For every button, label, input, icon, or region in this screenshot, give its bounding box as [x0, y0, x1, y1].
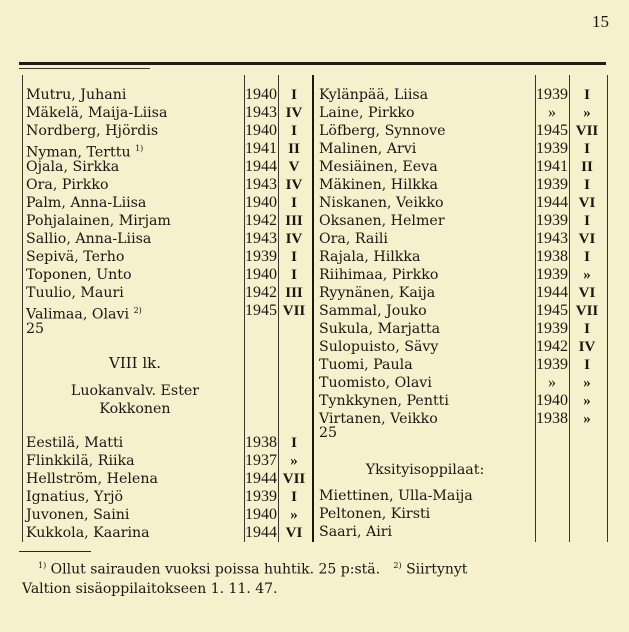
- student-name-text: Hellström, Helena: [26, 471, 158, 487]
- birth-year: 1941: [245, 140, 277, 157]
- student-name-text: Löfberg, Synnove: [319, 123, 446, 139]
- birth-year: 1944: [536, 284, 568, 301]
- birth-year: 1939: [536, 176, 568, 193]
- birth-year: 1945: [245, 302, 277, 319]
- private-students-title: Yksityisoppilaat:: [365, 462, 485, 478]
- student-name: [319, 194, 444, 212]
- class-level: I: [291, 195, 297, 211]
- top-rule: [19, 62, 606, 65]
- student-name-text: Ryynänen, Kaija: [319, 285, 436, 301]
- birth-year: »: [548, 104, 556, 121]
- student-name-text: Kylänpää, Liisa: [319, 87, 429, 103]
- student-name-text: Eestilä, Matti: [26, 435, 124, 451]
- class-level: I: [584, 249, 590, 265]
- student-name: [319, 356, 413, 374]
- birth-year: 1944: [245, 470, 277, 487]
- class-level: I: [584, 87, 590, 103]
- student-name-text: Niskanen, Veikko: [319, 195, 444, 211]
- student-name: [26, 470, 158, 488]
- student-name: [319, 212, 445, 230]
- birth-year: 1940: [245, 86, 277, 103]
- student-name: [319, 320, 440, 338]
- footnote-rule: [19, 551, 91, 552]
- class-level: V: [288, 159, 300, 175]
- student-name: [319, 302, 427, 320]
- table-row: [0, 470, 629, 488]
- student-name-text: Ora, Raili: [319, 231, 388, 247]
- table-row: [0, 452, 629, 470]
- class-level: I: [584, 357, 590, 373]
- class-level: I: [291, 267, 297, 283]
- table-row: [0, 302, 629, 320]
- student-name: [319, 140, 416, 158]
- birth-year: 1940: [245, 506, 277, 523]
- student-name: Peltonen, Kirsti: [319, 506, 431, 522]
- student-name-text: Valimaa, Olavi: [26, 306, 130, 323]
- student-name-text: Tuomisto, Olavi: [319, 375, 432, 391]
- total-count: 25: [319, 425, 338, 441]
- class-level: I: [584, 141, 590, 157]
- footnote-1-mark: 1): [38, 561, 47, 570]
- student-name-text: Sammal, Jouko: [319, 303, 427, 319]
- class-level: IV: [285, 231, 303, 247]
- birth-year: 1944: [536, 194, 568, 211]
- private-student: [319, 505, 430, 523]
- student-name-text: Laine, Pirkko: [319, 105, 415, 121]
- class-level: II: [288, 141, 300, 157]
- class-level: VI: [578, 195, 596, 211]
- birth-year: 1943: [245, 104, 277, 121]
- birth-year: 1942: [245, 284, 277, 301]
- class-level: VII: [282, 471, 306, 487]
- birth-year: 1943: [536, 230, 568, 247]
- student-name: [319, 248, 420, 266]
- page-number: 15: [592, 12, 609, 31]
- birth-year: 1940: [536, 392, 568, 409]
- student-name-text: Nordberg, Hjördis: [26, 123, 159, 139]
- student-name: [319, 122, 446, 140]
- class-level: VII: [282, 303, 306, 319]
- class-level: VI: [578, 231, 596, 247]
- student-name-text: Toponen, Unto: [26, 267, 132, 283]
- student-name: [26, 506, 129, 524]
- birth-year: 1939: [536, 356, 568, 373]
- birth-year: 1939: [536, 320, 568, 337]
- class-level: »: [583, 375, 591, 391]
- class-level: VI: [578, 285, 596, 301]
- student-name-text: Virtanen, Veikko: [319, 411, 438, 427]
- student-name: [319, 338, 438, 356]
- student-name: [319, 176, 438, 194]
- student-name-text: Mesiäinen, Eeva: [319, 159, 438, 175]
- student-name: [319, 158, 438, 176]
- class-level: VII: [575, 123, 599, 139]
- student-name-text: Sulopuisto, Sävy: [319, 339, 439, 355]
- student-name: [319, 104, 415, 122]
- class-level: I: [291, 489, 297, 505]
- student-name-text: Sepivä, Terho: [26, 249, 125, 265]
- top-rule-thin: [19, 68, 150, 69]
- birth-year: 1938: [245, 434, 277, 451]
- student-name: [319, 284, 435, 302]
- left-total: [26, 320, 44, 338]
- birth-year: 1939: [536, 140, 568, 157]
- student-name: [26, 434, 123, 452]
- table-row: [0, 506, 629, 524]
- footnote-2-mark: 2): [393, 561, 402, 570]
- birth-year: 1940: [245, 266, 277, 283]
- class-level: »: [583, 267, 591, 283]
- table-row: [0, 488, 629, 506]
- class-level: III: [285, 213, 303, 229]
- table-row: [0, 176, 629, 194]
- student-name-text: Tynkkynen, Pentti: [319, 393, 449, 409]
- section-title: VIII lk.: [108, 354, 162, 372]
- total-count: 25: [26, 321, 45, 337]
- footnote-ref: 2): [133, 306, 142, 315]
- table-row: [0, 320, 629, 338]
- class-level: II: [581, 159, 593, 175]
- student-name: Saari, Airi: [319, 524, 393, 540]
- birth-year: 1944: [245, 158, 277, 175]
- student-name-text: Mäkelä, Maija-Liisa: [26, 105, 168, 121]
- class-level: »: [290, 507, 298, 523]
- footnote-1-text: Ollut sairauden vuoksi poissa huhtik. 25 p:stä.: [50, 561, 381, 578]
- table-row: [0, 284, 629, 302]
- private-student: [319, 523, 392, 541]
- student-name: [26, 524, 150, 542]
- birth-year: 1945: [536, 122, 568, 139]
- student-name-text: Mutru, Juhani: [26, 87, 127, 103]
- birth-year: 1939: [245, 488, 277, 505]
- student-name-text: Riihimaa, Pirkko: [319, 267, 439, 283]
- footnote-ref: 1): [135, 144, 144, 153]
- class-level: I: [584, 177, 590, 193]
- student-name-text: Juvonen, Saini: [26, 507, 130, 523]
- footnote-2-text-b: Valtion sisäoppilaitokseen 1. 11. 47.: [22, 580, 278, 597]
- class-level: I: [291, 123, 297, 139]
- birth-year: 1938: [536, 248, 568, 265]
- birth-year: 1938: [536, 410, 568, 427]
- birth-year: 1945: [536, 302, 568, 319]
- class-level: VII: [575, 303, 599, 319]
- table-row: [0, 524, 629, 542]
- student-name-text: Palm, Anna-Liisa: [26, 195, 147, 211]
- class-level: III: [285, 285, 303, 301]
- table-row: [0, 158, 629, 176]
- birth-year: 1943: [245, 176, 277, 193]
- student-name-text: Ignatius, Yrjö: [26, 489, 124, 505]
- birth-year: 1939: [536, 86, 568, 103]
- student-name-text: Oksanen, Helmer: [319, 213, 445, 229]
- student-name: [319, 266, 438, 284]
- student-name-text: Kukkola, Kaarina: [26, 525, 150, 541]
- footnotes: [22, 556, 612, 599]
- student-name: [26, 452, 135, 470]
- birth-year: 1940: [245, 122, 277, 139]
- student-name-text: Nyman, Terttu: [26, 144, 131, 161]
- birth-year: 1937: [245, 452, 277, 469]
- table-row: [0, 122, 629, 140]
- class-level: IV: [285, 177, 303, 193]
- private-student: [319, 487, 473, 505]
- student-name: [319, 374, 432, 392]
- student-name-text: Sukula, Marjatta: [319, 321, 441, 337]
- birth-year: 1939: [536, 266, 568, 283]
- student-name-text: Tuulio, Mauri: [26, 285, 124, 301]
- teacher-line-2: Kokkonen: [99, 401, 171, 417]
- table-row: [0, 140, 629, 158]
- class-level: I: [584, 213, 590, 229]
- class-level: »: [290, 453, 298, 469]
- student-name-text: Tuomi, Paula: [319, 357, 413, 373]
- footnote-2-text-a: Siirtynyt: [406, 561, 468, 578]
- birth-year: 1941: [536, 158, 568, 175]
- class-level: IV: [285, 105, 303, 121]
- student-name: [319, 86, 428, 104]
- birth-year: 1942: [536, 338, 568, 355]
- student-name: Miettinen, Ulla-Maija: [319, 488, 473, 504]
- table-row: [0, 86, 629, 104]
- class-level: »: [583, 411, 591, 427]
- birth-year: 1942: [245, 212, 277, 229]
- student-name: [26, 488, 123, 506]
- birth-year: 1939: [245, 248, 277, 265]
- class-level: I: [291, 249, 297, 265]
- birth-year: 1939: [536, 212, 568, 229]
- table-row: [0, 434, 629, 452]
- class-level: VI: [285, 525, 303, 541]
- student-name-text: Rajala, Hilkka: [319, 249, 421, 265]
- class-level: I: [291, 87, 297, 103]
- student-name-text: Sallio, Anna-Liisa: [26, 231, 152, 247]
- table-row: [0, 266, 629, 284]
- student-name-text: Ora, Pirkko: [26, 177, 109, 193]
- table-row: [0, 248, 629, 266]
- right-total: [319, 424, 337, 442]
- table-row: [0, 194, 629, 212]
- birth-year: 1943: [245, 230, 277, 247]
- birth-year: 1940: [245, 194, 277, 211]
- class-level: »: [583, 393, 591, 409]
- student-name: [319, 392, 449, 410]
- table-row: [0, 212, 629, 230]
- table-row: [0, 230, 629, 248]
- table-row: [0, 104, 629, 122]
- class-level: IV: [578, 339, 596, 355]
- student-name-text: Ojala, Sirkka: [26, 159, 120, 175]
- class-level: I: [584, 321, 590, 337]
- class-level: I: [291, 435, 297, 451]
- teacher-line-1: Luokanvalv. Ester: [70, 383, 200, 399]
- birth-year: 1944: [245, 524, 277, 541]
- birth-year: »: [548, 374, 556, 391]
- student-name-text: Flinkkilä, Riika: [26, 453, 135, 469]
- student-name-text: Pohjalainen, Mirjam: [26, 213, 171, 229]
- student-name-text: Mäkinen, Hilkka: [319, 177, 438, 193]
- student-name: [319, 230, 388, 248]
- class-level: »: [583, 105, 591, 121]
- student-name-text: Malinen, Arvi: [319, 141, 417, 157]
